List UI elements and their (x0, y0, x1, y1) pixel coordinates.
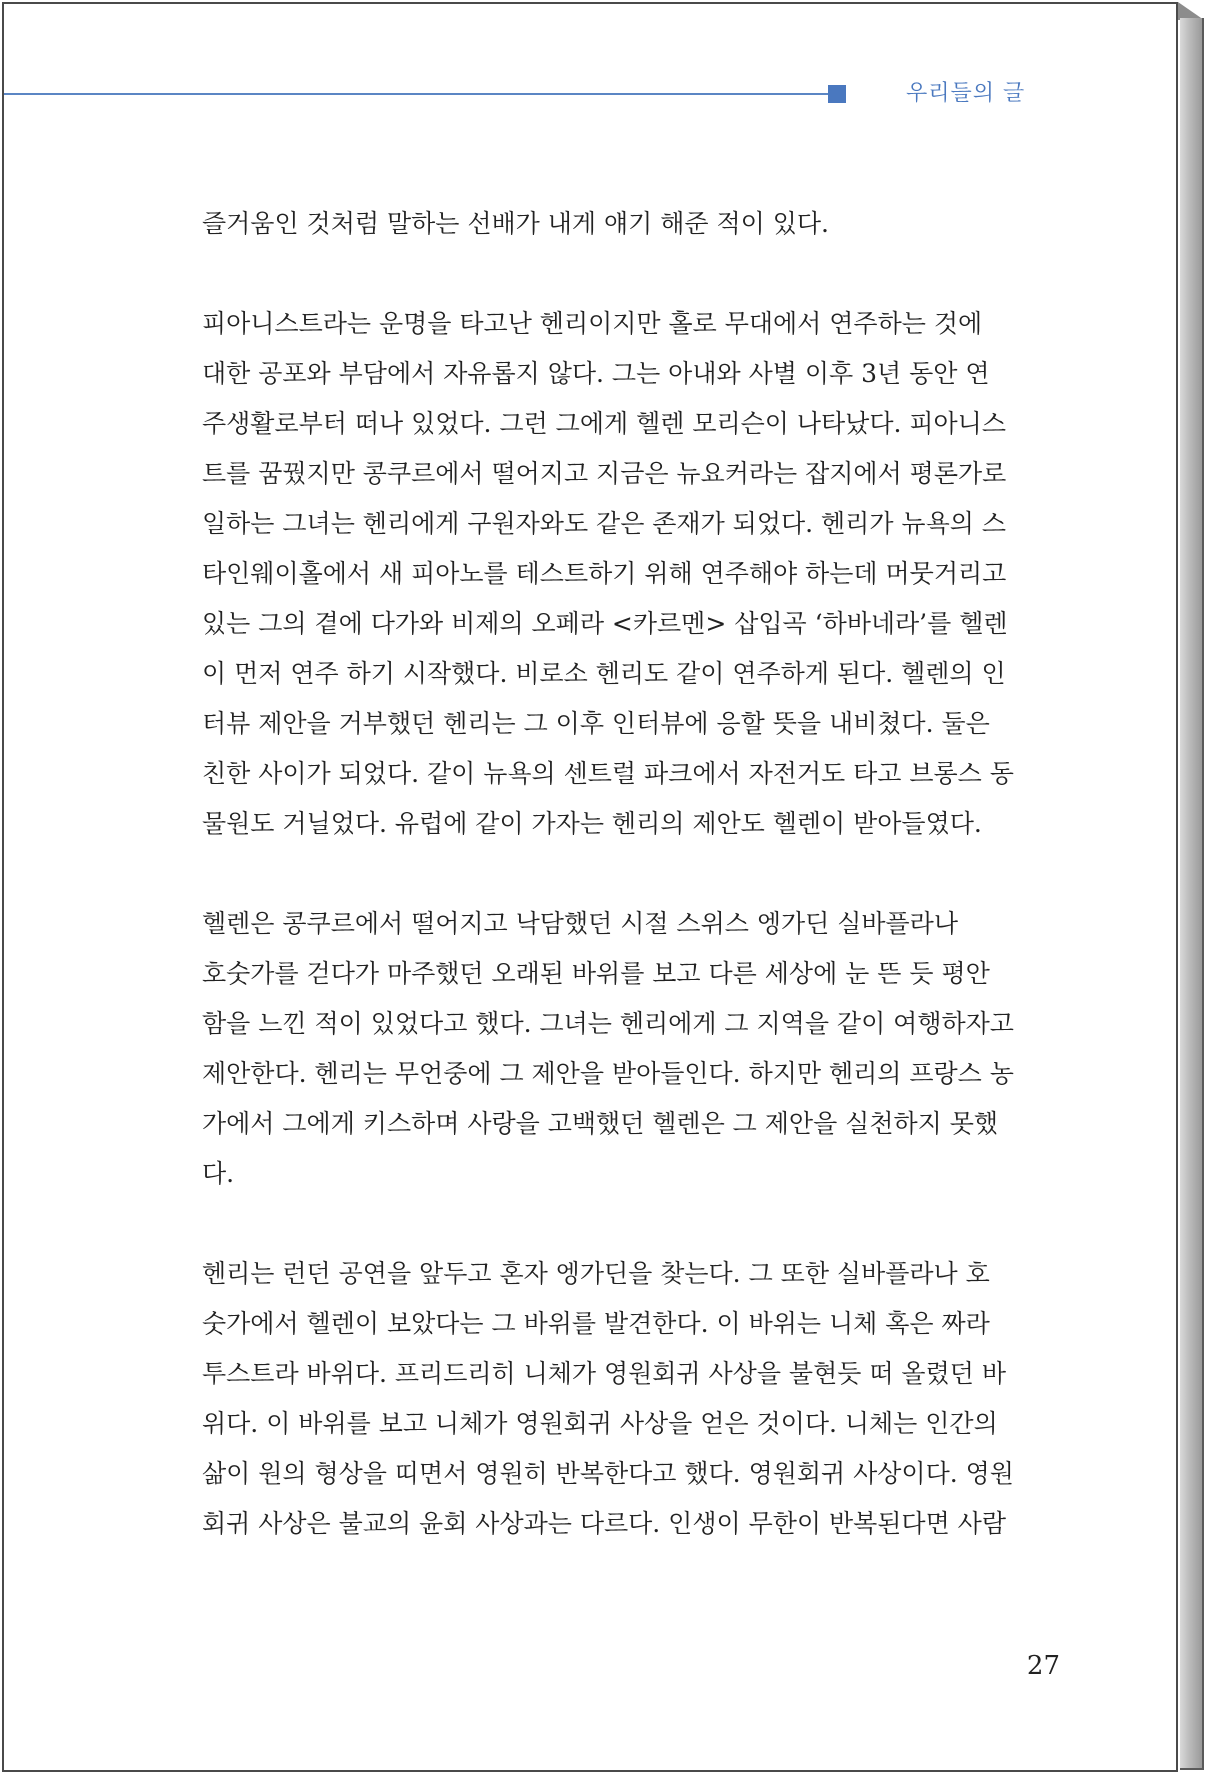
text-line: 숫가에서 헬렌이 보았다는 그 바위를 발견한다. 이 바위는 니체 혹은 짜라 (202, 1309, 990, 1338)
text-line: 헬렌은 콩쿠르에서 떨어지고 낙담했던 시절 스위스 엥가딘 실바플라나 (202, 909, 958, 938)
paragraph (202, 1249, 1060, 1549)
paragraph-gap (202, 849, 1060, 899)
text-line: 타인웨이홀에서 새 피아노를 테스트하기 위해 연주해야 하는데 머뭇거리고 (202, 559, 1007, 588)
text-line: 함을 느낀 적이 있었다고 했다. 그녀는 헨리에게 그 지역을 같이 여행하자고 (202, 1009, 1014, 1038)
body-text (202, 199, 1060, 1549)
paragraph (202, 899, 1060, 1199)
text-line: 트를 꿈꿨지만 콩쿠르에서 떨어지고 지금은 뉴요커라는 잡지에서 평론가로 (202, 459, 1007, 488)
text-line: 피아니스트라는 운명을 타고난 헨리이지만 홀로 무대에서 연주하는 것에 (202, 309, 983, 338)
paragraph-gap (202, 1199, 1060, 1249)
text-line: 대한 공포와 부담에서 자유롭지 않다. 그는 아내와 사별 이후 3년 동안 연 (202, 359, 990, 388)
paragraph-gap (202, 249, 1060, 299)
header-rule (4, 93, 830, 95)
running-head: 우리들의 글 (906, 81, 1026, 106)
text-line: 터뷰 제안을 거부했던 헨리는 그 이후 인터뷰에 응할 뜻을 내비쳤다. 둘은 (202, 709, 990, 738)
text-line: 이 먼저 연주 하기 시작했다. 비로소 헨리도 같이 연주하게 된다. 헬렌의 인 (202, 659, 1006, 688)
text-line: 투스트라 바위다. 프리드리히 니체가 영원회귀 사상을 불현듯 떠 올렸던 바 (202, 1359, 1006, 1388)
text-line: 제안한다. 헨리는 무언중에 그 제안을 받아들인다. 하지만 헨리의 프랑스 농 (202, 1059, 1014, 1088)
text-line: 있는 그의 곁에 다가와 비제의 오페라 <카르멘> 삽입곡 ‘하바네라’를 헬렌 (202, 609, 1008, 638)
text-line: 다. (202, 1159, 235, 1188)
text-line: 물원도 거닐었다. 유럽에 같이 가자는 헨리의 제안도 헬렌이 받아들였다. (202, 809, 982, 838)
paragraph (202, 199, 1060, 249)
page-edge (1180, 18, 1204, 1770)
page-number: 27 (1026, 1651, 1060, 1681)
text-line: 즐거움인 것처럼 말하는 선배가 내게 얘기 해준 적이 있다. (202, 209, 829, 238)
book-page (2, 2, 1178, 1772)
text-line: 회귀 사상은 불교의 윤회 사상과는 다르다. 인생이 무한이 반복된다면 사람 (202, 1509, 1006, 1538)
text-line: 위다. 이 바위를 보고 니체가 영원회귀 사상을 얻은 것이다. 니체는 인간의 (202, 1409, 998, 1438)
text-line: 삶이 원의 형상을 띠면서 영원히 반복한다고 했다. 영원회귀 사상이다. 영원 (202, 1459, 1014, 1488)
header-square-marker (828, 85, 846, 103)
text-line: 호숫가를 걷다가 마주했던 오래된 바위를 보고 다른 세상에 눈 뜬 듯 평안 (202, 959, 990, 988)
text-line: 일하는 그녀는 헨리에게 구원자와도 같은 존재가 되었다. 헨리가 뉴욕의 스 (202, 509, 1006, 538)
text-line: 주생활로부터 떠나 있었다. 그런 그에게 헬렌 모리슨이 나타났다. 피아니스 (202, 409, 1006, 438)
text-line: 가에서 그에게 키스하며 사랑을 고백했던 헬렌은 그 제안을 실천하지 못했 (202, 1109, 999, 1138)
paragraph (202, 299, 1060, 849)
text-line: 친한 사이가 되었다. 같이 뉴욕의 센트럴 파크에서 자전거도 타고 브롱스 동 (202, 759, 1014, 788)
text-line: 헨리는 런던 공연을 앞두고 혼자 엥가딘을 찾는다. 그 또한 실바플라나 호 (202, 1259, 990, 1288)
